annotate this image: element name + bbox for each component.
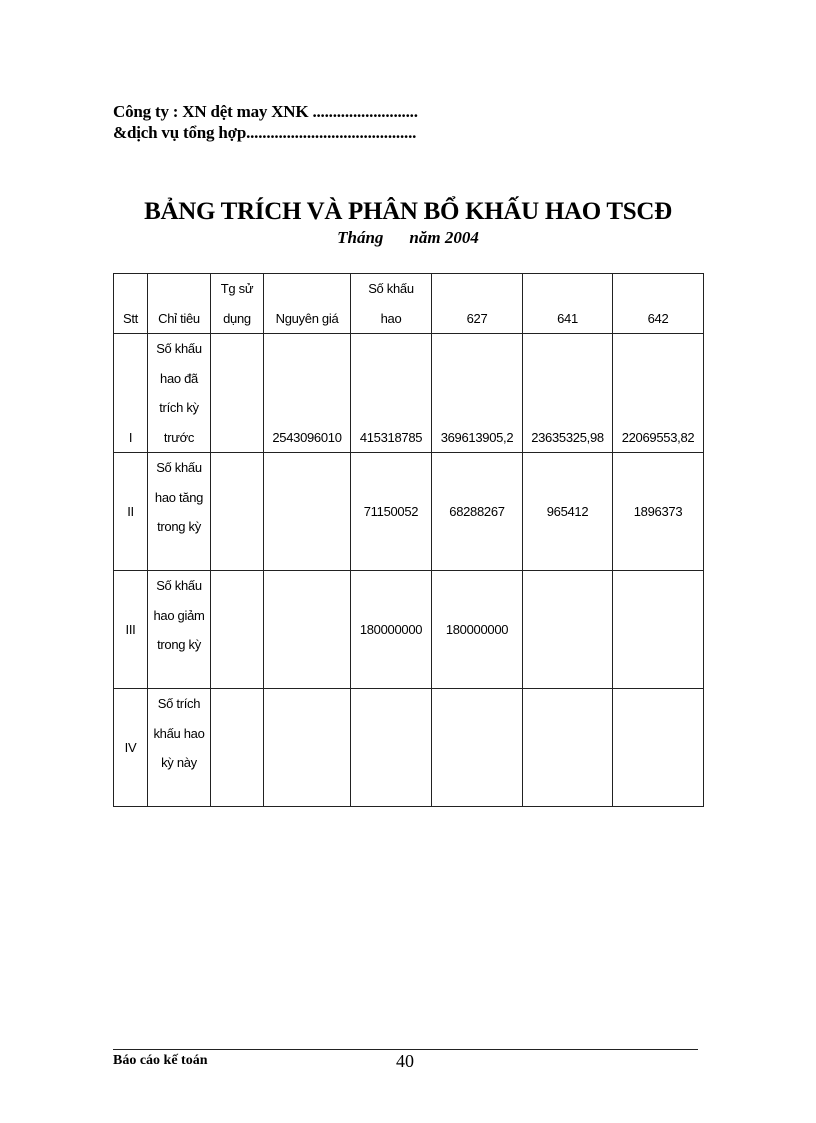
header-so-khau-hao: Số khấu hao: [351, 274, 432, 334]
table-row: [114, 571, 704, 689]
cell-tg-su-dung: [211, 453, 264, 571]
cell-tg-su-dung: [211, 689, 264, 807]
cell-so-khau-hao: 180000000: [351, 571, 432, 689]
table-row: [114, 689, 704, 807]
cell-label: Số khấu hao đã trích kỳ trước: [148, 334, 211, 453]
cell-642: [613, 689, 704, 807]
cell-tg-su-dung: [211, 334, 264, 453]
cell-nguyen-gia: [264, 689, 351, 807]
cell-tg-su-dung: [211, 571, 264, 689]
cell-641: [523, 571, 613, 689]
cell-so-khau-hao: [351, 689, 432, 807]
table-row: [114, 334, 704, 453]
cell-627: 180000000: [432, 571, 523, 689]
header-627: 627: [432, 274, 523, 334]
footer-report-label: Báo cáo kế toán: [113, 1053, 208, 1068]
footer-divider: [113, 1049, 698, 1050]
document-subtitle: [0, 228, 816, 248]
cell-stt: II: [114, 453, 148, 571]
page-number: 40: [396, 1051, 414, 1071]
cell-nguyen-gia: 2543096010: [264, 334, 351, 453]
table-header-row: [114, 274, 704, 334]
depreciation-table: [113, 273, 704, 807]
cell-642: 22069553,82: [613, 334, 704, 453]
cell-label: Số khấu hao giảm trong kỳ: [148, 571, 211, 689]
table-row: [114, 453, 704, 571]
month-label: Tháng: [337, 228, 384, 247]
header-642: 642: [613, 274, 704, 334]
company-line-1: Công ty : XN dệt may XNK ..........................: [113, 102, 418, 121]
cell-label: Số khấu hao tăng trong kỳ: [148, 453, 211, 571]
cell-641: [523, 689, 613, 807]
cell-642: [613, 571, 704, 689]
header-nguyen-gia: Nguyên giá: [264, 274, 351, 334]
company-line-2: &dịch vụ tổng hợp..........................................: [113, 123, 417, 142]
cell-so-khau-hao: 415318785: [351, 334, 432, 453]
header-tg-su-dung: Tg sử dụng: [211, 274, 264, 334]
header-641: 641: [523, 274, 613, 334]
cell-nguyen-gia: [264, 453, 351, 571]
cell-stt: I: [114, 334, 148, 453]
cell-627: 68288267: [432, 453, 523, 571]
cell-642: 1896373: [613, 453, 704, 571]
cell-641: 965412: [523, 453, 613, 571]
cell-so-khau-hao: 71150052: [351, 453, 432, 571]
cell-627: 369613905,2: [432, 334, 523, 453]
cell-stt: IV: [114, 689, 148, 807]
header-stt: Stt: [114, 274, 148, 334]
cell-stt: III: [114, 571, 148, 689]
document-title: BẢNG TRÍCH VÀ PHÂN BỔ KHẤU HAO TSCĐ: [144, 198, 672, 225]
header-chi-tieu: Chỉ tiêu: [148, 274, 211, 334]
cell-label: Số trích khấu hao kỳ này: [148, 689, 211, 807]
company-header: [113, 101, 418, 143]
cell-627: [432, 689, 523, 807]
year-label: năm 2004: [409, 228, 479, 247]
cell-641: 23635325,98: [523, 334, 613, 453]
cell-nguyen-gia: [264, 571, 351, 689]
